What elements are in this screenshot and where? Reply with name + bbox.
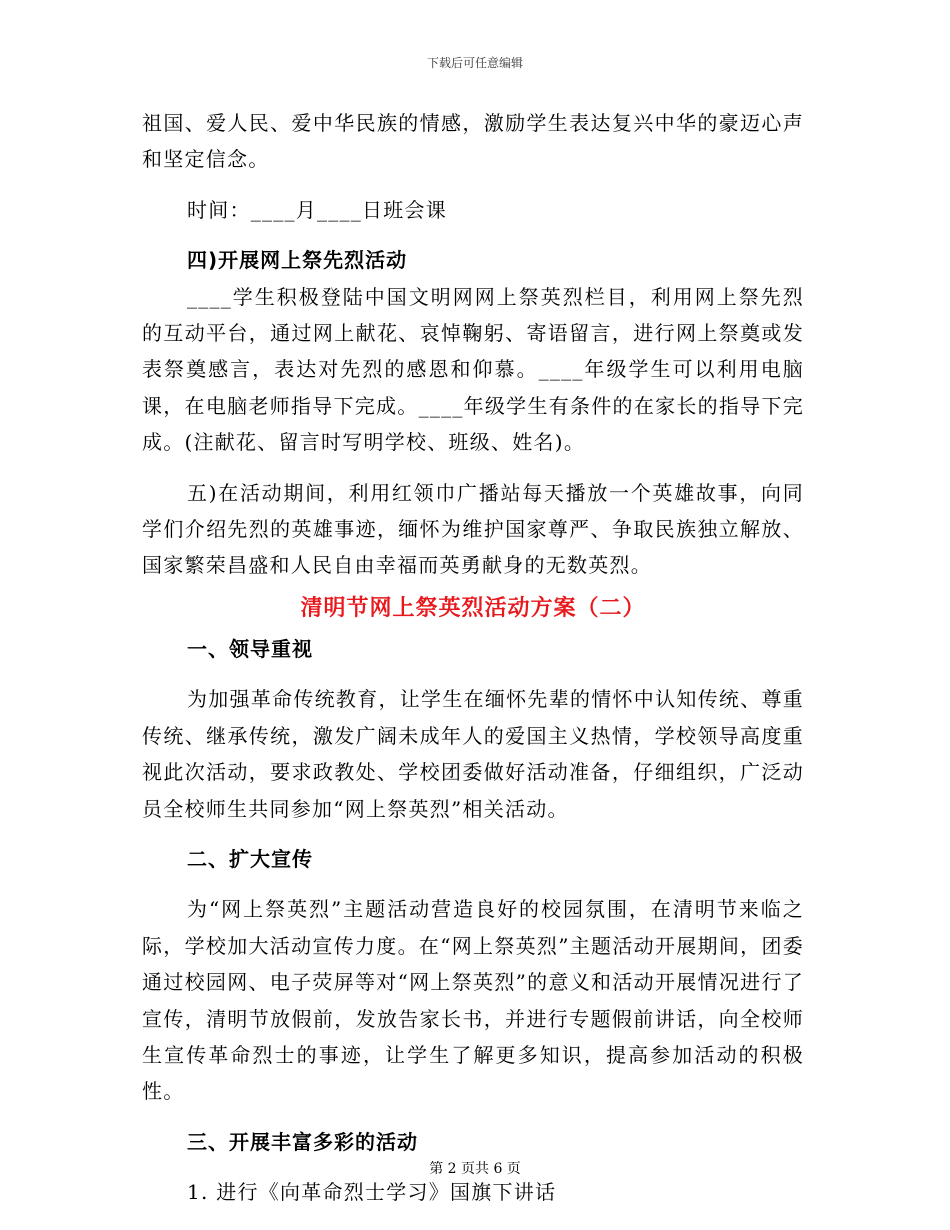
heading-activities: 三、开展丰富多彩的活动: [187, 1129, 418, 1154]
time-line: 时间：____月____日班会课: [187, 197, 447, 222]
paragraph-leadership: 为加强革命传统教育，让学生在缅怀先辈的情怀中认知传统、尊重传统、继承传统，激发广阔未成年人的爱国主义热情，学校领导高度重视此次活动，要求政教处、学校团委做好活动准备，仔细组织，广泛动员全校师生共同参加“网上祭英烈”相关活动。: [142, 687, 804, 821]
paragraph-publicity: 为“网上祭英烈”主题活动营造良好的校园氛围，在清明节来临之际，学校加大活动宣传力度。在“网上祭英烈”主题活动开展期间，团委通过校园网、电子荧屏等对“网上祭英烈”的意义和活动开展情况进行了宣传，清明节放假前，发放告家长书，并进行专题假前讲话，向全校师生宣传革命烈士的事迹，让学生了解更多知识，提高参加活动的积极性。: [142, 897, 804, 1104]
paragraph-continuation: 祖国、爱人民、爱中华民族的情感，激励学生表达复兴中华的豪迈心声和坚定信念。: [142, 111, 804, 172]
heading-leadership: 一、领导重视: [187, 636, 313, 661]
document-body: [142, 105, 804, 1211]
list-item-speech: 1. 进行《向革命烈士学习》国旗下讲话: [187, 1180, 557, 1205]
section-title: 清明节网上祭英烈活动方案（二）: [300, 595, 646, 621]
paragraph-online-memorial: ____学生积极登陆中国文明网网上祭英烈栏目，利用网上祭先烈的互动平台，通过网上献花、哀悼鞠躬、寄语留言，进行网上祭奠或发表祭奠感言，表达对先烈的感恩和仰慕。____年级学生可以利用电脑课，在电脑老师指导下完成。____年级学生有条件的在家长的指导下完成。(注献花、留言时写明学校、班级、姓名)。: [142, 284, 804, 455]
heading-publicity: 二、扩大宣传: [187, 846, 313, 871]
paragraph-broadcast: 五)在活动期间，利用红领巾广播站每天播放一个英雄故事，向同学们介绍先烈的英雄事迹，缅怀为维护国家尊严、争取民族独立解放、国家繁荣昌盛和人民自由幸福而英勇献身的无数英烈。: [142, 480, 804, 578]
page-footer: 第 2 页共 6 页: [429, 1161, 521, 1177]
page-header: 下载后可任意编辑: [426, 56, 523, 70]
heading-online-memorial: 四)开展网上祭先烈活动: [187, 248, 408, 273]
